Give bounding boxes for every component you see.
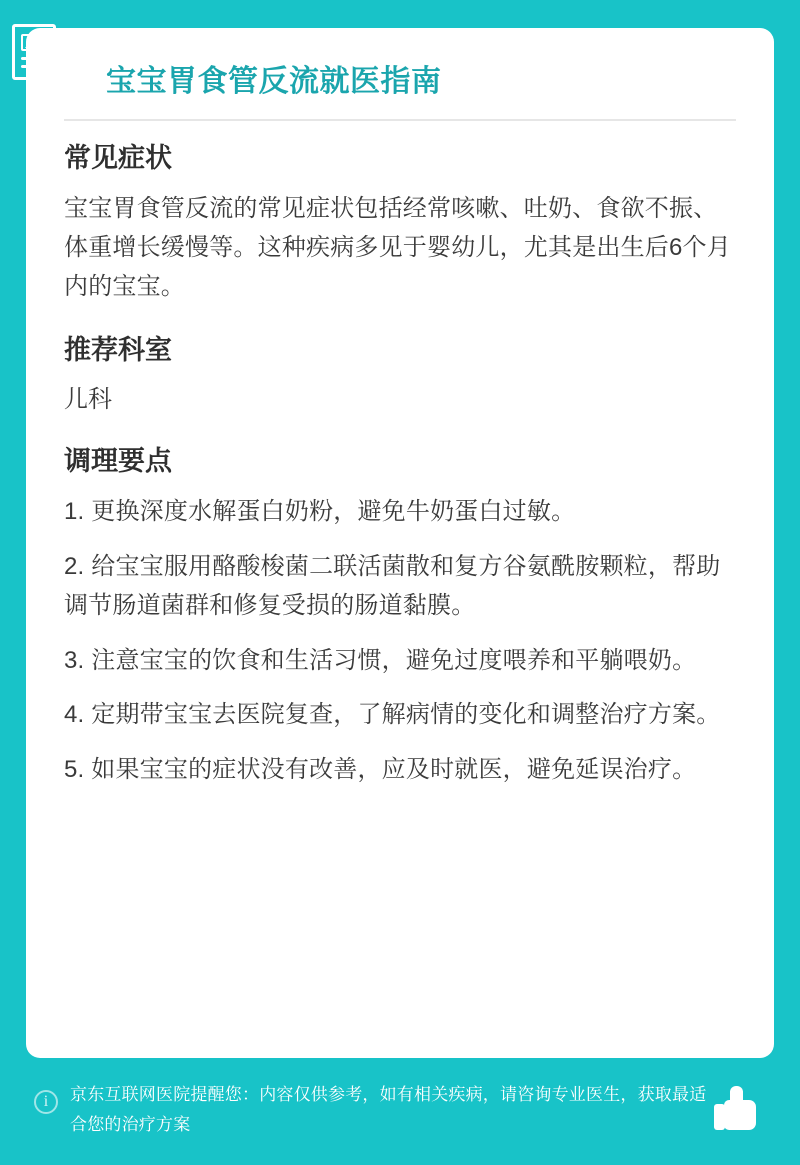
disclaimer-text: 京东互联网医院提醒您：内容仅供参考，如有相关疾病，请咨询专业医生，获取最适合您的治疗方案 [70,1085,707,1134]
content-card [26,28,774,1058]
thumbs-up-palm [724,1100,756,1130]
section-heading-symptoms: 常见症状 [64,143,172,173]
section-heading-department: 推荐科室 [64,334,172,365]
thumbs-up-icon[interactable] [714,1086,762,1132]
section-heading-care-tips: 调理要点 [64,445,172,476]
list-item: 2. 给宝宝服用酪酸梭菌二联活菌散和复方谷氨酰胺颗粒，帮助调节肠道菌群和修复受损的肠道黏膜。 [64,552,721,619]
care-tips-list [64,493,736,790]
list-item: 5. 如果宝宝的症状没有改善，应及时就医，避免延误治疗。 [64,756,697,784]
footer-disclaimer [26,1072,774,1146]
section-text-symptoms: 宝宝胃食管反流的常见症状包括经常咳嗽、吐奶、食欲不振、体重增长缓慢等。这种疾病多见于婴幼儿，尤其是出生后6个月内的宝宝。 [64,195,731,300]
thumbs-up-cuff [714,1104,725,1130]
list-item: 3. 注意宝宝的饮食和生活习惯，避免过度喂养和平躺喂奶。 [64,646,697,674]
section-text-department: 儿科 [64,385,112,413]
list-item: 4. 定期带宝宝去医院复查，了解病情的变化和调整治疗方案。 [64,701,721,729]
page-title: 宝宝胃食管反流就医指南 [106,65,442,98]
title-divider [64,119,736,121]
list-item: 1. 更换深度水解蛋白奶粉，避免牛奶蛋白过敏。 [64,497,576,525]
info-icon: i [34,1090,58,1114]
